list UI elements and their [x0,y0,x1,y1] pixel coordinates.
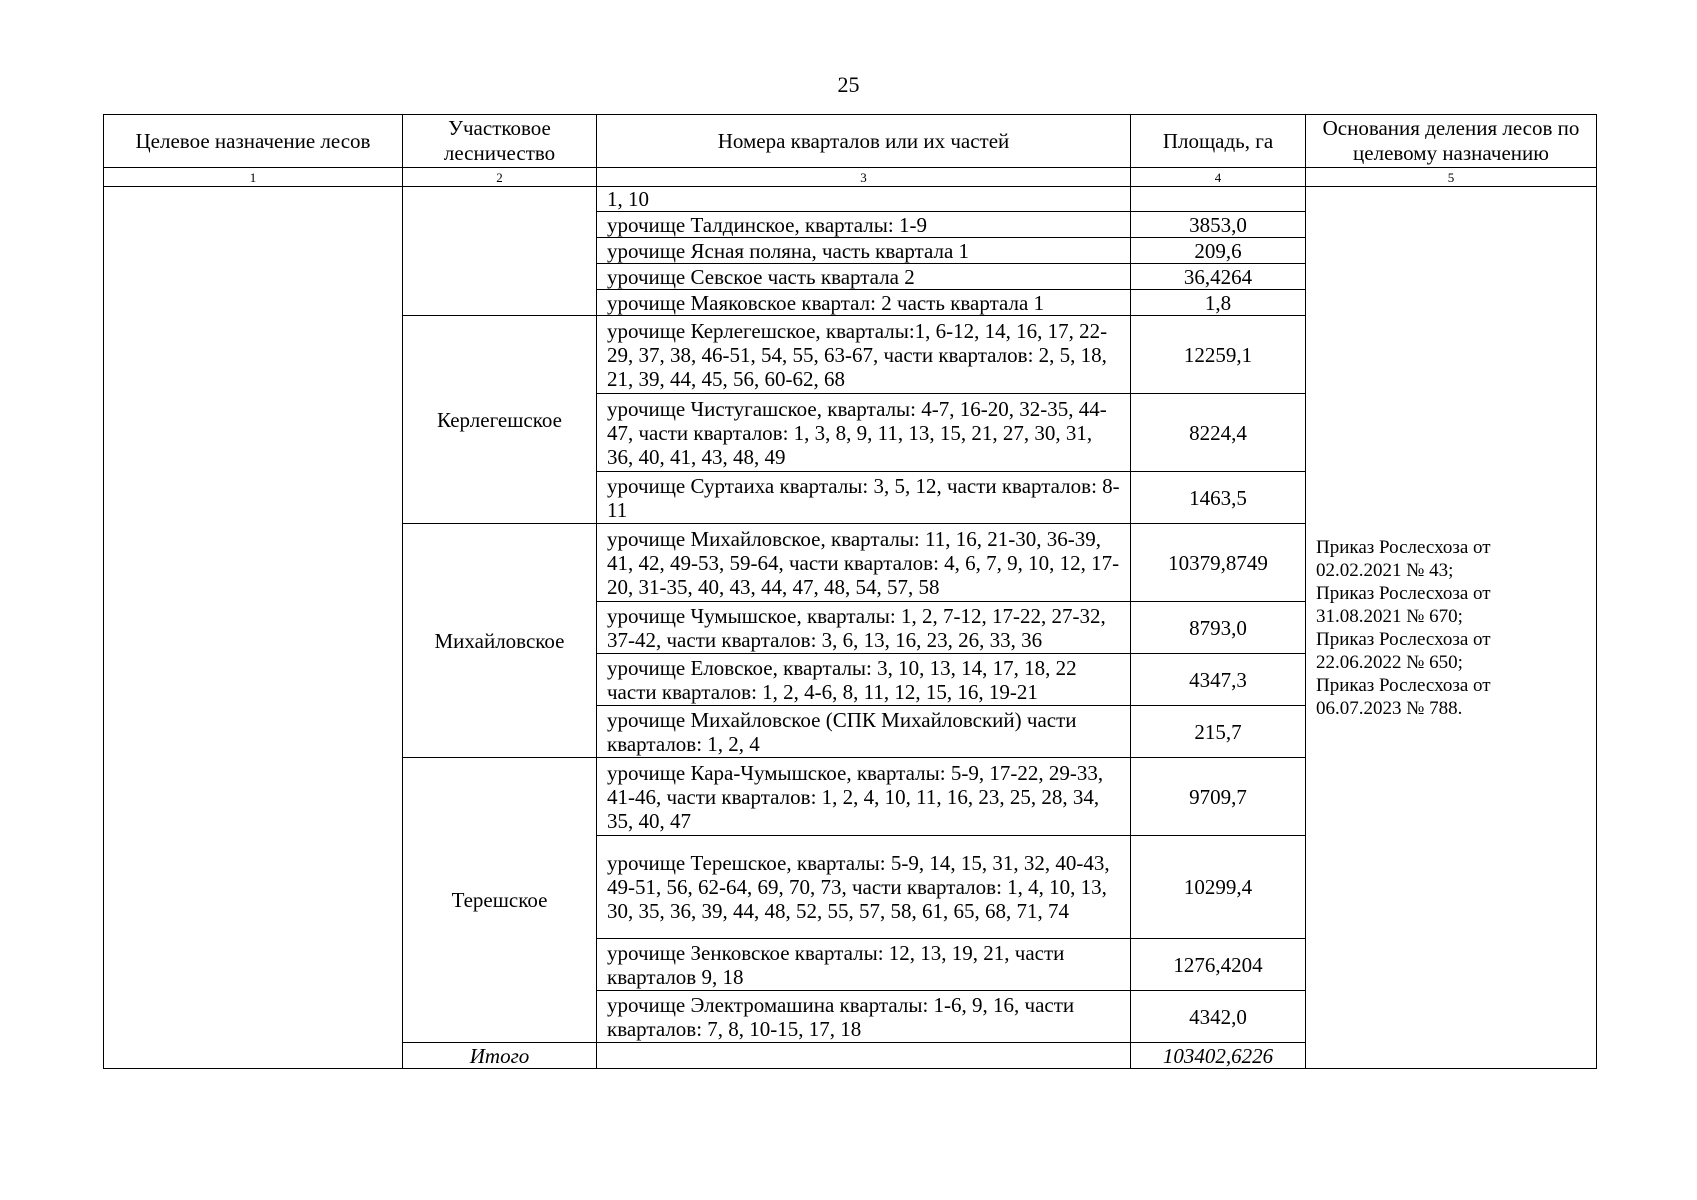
area-cell: 1276,4204 [1131,939,1306,991]
basis-line: Приказ Рослесхоза от [1316,674,1491,696]
quarters-cell: урочище Чумышское, кварталы: 1, 2, 7-12, 17-22, 27-32, 37-42, части кварталов: 3, 6, 13, 16, 23, 26, 33, 36 [597,602,1131,654]
area-cell: 3853,0 [1131,212,1306,238]
total-value: 103402,6226 [1131,1043,1306,1069]
forest-division-table [103,114,1597,1069]
area-cell: 4342,0 [1131,991,1306,1043]
quarters-cell: урочище Ясная поляна, часть квартала 1 [597,238,1131,264]
quarters-cell: урочище Зенковское кварталы: 12, 13, 19, 21, части кварталов 9, 18 [597,939,1131,991]
area-cell: 12259,1 [1131,316,1306,394]
basis-cell [1306,187,1597,1069]
column-number: 1 [104,168,403,187]
area-cell: 8224,4 [1131,394,1306,472]
region-cell [403,187,597,316]
column-number: 5 [1306,168,1597,187]
basis-line: 02.02.2021 № 43; [1316,559,1454,581]
column-number: 3 [597,168,1131,187]
header-quarters: Номера кварталов или их частей [597,115,1131,168]
area-cell [1131,187,1306,212]
area-cell: 215,7 [1131,706,1306,758]
quarters-cell: урочище Еловское, кварталы: 3, 10, 13, 14, 17, 18, 22 части кварталов: 1, 2, 4-6, 8, 11, 12, 15, 16, 19-21 [597,654,1131,706]
area-cell: 209,6 [1131,238,1306,264]
area-cell: 1,8 [1131,290,1306,316]
column-number-row [104,168,1597,187]
header-forestry: Участковое лесничество [403,115,597,168]
area-cell: 1463,5 [1131,472,1306,524]
basis-line: Приказ Рослесхоза от [1316,628,1491,650]
quarters-cell: урочище Суртаиха кварталы: 3, 5, 12, части кварталов: 8-11 [597,472,1131,524]
table-row [104,187,1597,212]
basis-line: 31.08.2021 № 670; [1316,605,1463,627]
quarters-cell: урочище Михайловское (СПК Михайловский) части кварталов: 1, 2, 4 [597,706,1131,758]
area-cell: 8793,0 [1131,602,1306,654]
quarters-cell: урочище Керлегешское, кварталы:1, 6-12, 14, 16, 17, 22-29, 37, 38, 46-51, 54, 55, 63-67, части кварталов: 2, 5, 18, 21, 39, 44, 45, 56, 60-62, 68 [597,316,1131,394]
total-label: Итого [403,1043,597,1069]
quarters-cell: урочище Терешское, кварталы: 5-9, 14, 15, 31, 32, 40-43, 49-51, 56, 62-64, 69, 70, 73, части кварталов: 1, 4, 10, 13, 30, 35, 36, 39, 44, 48, 52, 55, 57, 58, 61, 65, 68, 71, 74 [597,836,1131,939]
area-cell: 10299,4 [1131,836,1306,939]
purpose-cell [104,187,403,1069]
area-cell: 10379,8749 [1131,524,1306,602]
quarters-cell: урочище Кара-Чумышское, кварталы: 5-9, 17-22, 29-33, 41-46, части кварталов: 1, 2, 4, 10, 11, 16, 23, 25, 28, 34, 35, 40, 47 [597,758,1131,836]
basis-line: Приказ Рослесхоза от [1316,536,1491,558]
quarters-cell: урочище Михайловское, кварталы: 11, 16, 21-30, 36-39, 41, 42, 49-53, 59-64, части кварталов: 4, 6, 7, 9, 10, 12, 17-20, 31-35, 40, 43, 44, 47, 48, 54, 57, 58 [597,524,1131,602]
region-cell: Терешское [403,758,597,1043]
region-cell: Керлегешское [403,316,597,524]
total-empty-cell [597,1043,1131,1069]
header-row [104,115,1597,168]
header-basis: Основания деления лесов по целевому назначению [1306,115,1597,168]
basis-line: 22.06.2022 № 650; [1316,651,1463,673]
quarters-cell: 1, 10 [597,187,1131,212]
quarters-cell: урочище Талдинское, кварталы: 1-9 [597,212,1131,238]
column-number: 4 [1131,168,1306,187]
column-number: 2 [403,168,597,187]
basis-line: 06.07.2023 № 788. [1316,697,1463,719]
header-area: Площадь, га [1131,115,1306,168]
header-purpose: Целевое назначение лесов [104,115,403,168]
basis-line: Приказ Рослесхоза от [1316,582,1491,604]
quarters-cell: урочище Маяковское квартал: 2 часть квартала 1 [597,290,1131,316]
page-number: 25 [837,72,860,97]
region-cell: Михайловское [403,524,597,758]
area-cell: 36,4264 [1131,264,1306,290]
area-cell: 4347,3 [1131,654,1306,706]
area-cell: 9709,7 [1131,758,1306,836]
quarters-cell: урочище Электромашина кварталы: 1-6, 9, 16, части кварталов: 7, 8, 10-15, 17, 18 [597,991,1131,1043]
quarters-cell: урочище Севское часть квартала 2 [597,264,1131,290]
quarters-cell: урочище Чистугашское, кварталы: 4-7, 16-20, 32-35, 44-47, части кварталов: 1, 3, 8, 9, 11, 13, 15, 21, 27, 30, 31, 36, 40, 41, 43, 48, 49 [597,394,1131,472]
